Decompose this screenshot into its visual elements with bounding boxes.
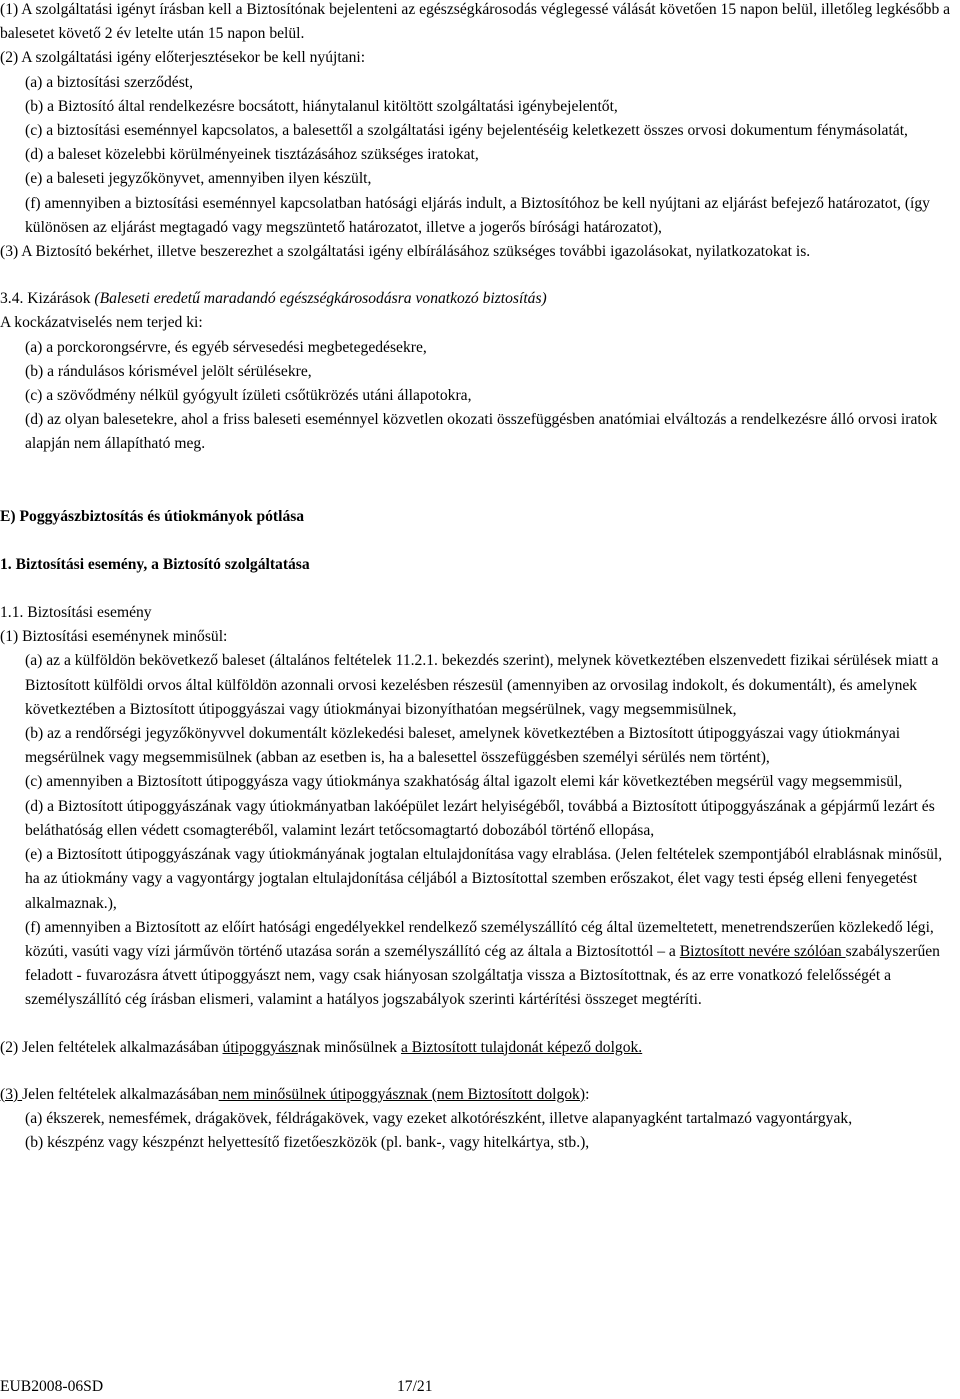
claim-doc-item-c: (c) a biztosítási eseménnyel kapcsolatos, a balesettől a szolgáltatási igény bejelentéséig keletkezett összes orvosi dokumentum fénymásolatát,: [25, 122, 908, 140]
non-baggage-term: nem minősülnek útipoggyásznak (nem Biztosított dolgok): [218, 1085, 586, 1103]
insured-event-item-c: (c) amennyiben a Biztosított útipoggyásza vagy útiokmánya szakhatóság által igazolt elemi kár következtében megsérül vagy megsemmisül,: [25, 773, 903, 791]
page-footer: [0, 1375, 960, 1399]
insured-event-item-e: (e) a Biztosított útipoggyászának vagy útiokmányának jogtalan eltulajdonítása vagy elrablása. (Jelen feltételek szempontjából elrablásnak minősül, ha az útiokmány vagy a vagyontárgy jogtalan eltulajdonítása céljából a Biztosítottal szemben erőszakot, élet vagy testi épség elleni fenyegetést alkalmaznak.),: [25, 846, 943, 912]
insured-event-item-d: (d) a Biztosított útipoggyászának vagy útiokmányatban lakóépület lezárt helyiségéből, továbbá a Biztosított útipoggyászának a gépjármű lezárt és beláthatóság ellen védett csomagteréből, valamint lezárt tetőcsomagtartó dobozából történő ellopása,: [25, 797, 935, 839]
item-f-text-end: szabályszerűen feladott - fuvarozásra átvett útipoggyászt nem, vagy csak hiányosan szolgáltatja vissza a Biztosítottnak, és az erre vonatkozó felelősségét a személyszállító cég írásban elismeri, valamint a hatályos jogszabályok szerinti kártérítési összeget megtéríti.: [25, 942, 940, 1009]
claim-deadline-paragraph: (1) A szolgáltatási igényt írásban kell a Biztosítónak bejelenteni az egészségkárosodás véglegessé válását követően 15 napon belül, illetőleg legkésőbb a balesetet követő 2 év letelte után 15 napon belül.: [0, 1, 951, 43]
exclusion-item-b: (b) a rándulásos kórismével jelölt sérülésekre,: [25, 362, 312, 380]
claim-extra-docs-paragraph: (3) A Biztosító bekérhet, illetve beszerezhet a szolgáltatási igény elbírálásához szükséges további igazolásokat, nyilatkozatokat is.: [0, 243, 811, 261]
claim-doc-item-e: (e) a baleseti jegyzőkönyvet, amennyiben ilyen készült,: [25, 170, 372, 188]
section-e-sub1-heading: 1. Biztosítási esemény, a Biztosító szolgáltatása: [0, 555, 310, 573]
footer-page-number: 17/21: [397, 1378, 433, 1395]
claim-doc-item-b: (b) a Biztosító által rendelkezésre bocsátott, hiánytalanul kitöltött szolgáltatási igénybejelentőt,: [25, 97, 618, 115]
baggage-def-object: a Biztosított tulajdonát képező dolgok.: [400, 1038, 643, 1056]
section-e-heading: E) Poggyászbiztosítás és útiokmányok pótlása: [0, 507, 305, 525]
baggage-def-term: útipoggyász: [222, 1038, 298, 1056]
non-baggage-number: (3): [0, 1085, 23, 1103]
non-baggage-start: Jelen feltételek alkalmazásában: [22, 1085, 219, 1103]
insured-event-item-b: (b) az a rendőrségi jegyzőkönyvvel dokumentált közlekedési baleset, amelynek következtében a Biztosított útipoggyászai vagy útiokmányai megsérülnek vagy megsemmisülnek (abban az esetben is, ha a balesettel összefüggésben személyi sérülés nem történt),: [25, 725, 901, 767]
baggage-def-start: (2) Jelen feltételek alkalmazásában: [0, 1038, 223, 1056]
exclusion-item-a: (a) a porckorongsérvre, és egyéb sérvesedési megbetegedésekre,: [25, 338, 427, 356]
non-baggage-colon: :: [585, 1085, 590, 1103]
claim-doc-item-a: (a) a biztosítási szerződést,: [25, 73, 193, 91]
exclusions-heading: [0, 287, 956, 311]
claim-doc-item-f: (f) amennyiben a biztosítási eseménnyel kapcsolatban hatósági eljárás indult, a Biztosítóhoz be kell nyújtani az eljárást befejező határozatot, (így különösen az eljárást megtagadó vagy megszüntető határozatot, illetve a jogerős bírósági határozatot),: [25, 194, 930, 236]
footer-doc-code: EUB2008-06SD: [0, 1378, 104, 1395]
insured-event-intro: (1) Biztosítási eseménynek minősül:: [0, 628, 228, 646]
non-baggage-item-b: (b) készpénz vagy készpénzt helyettesítő fizetőeszközök (pl. bank-, vagy hitelkártya, stb.),: [25, 1134, 590, 1152]
item-f-text-start: (f) amennyiben a Biztosított az előírt hatósági engedélyekkel rendelkező személyszállító cég által üzemeltetett, menetrendszerűen közlekedő légi, közúti, vasúti vagy vízi járművön történő utazása során a személyszállító cég az általa a Biztosítottól – a: [25, 918, 934, 960]
exclusions-title-italic: (Baleseti eredetű maradandó egészségkárosodásra vonatkozó biztosítás): [94, 290, 547, 308]
exclusions-lead: A kockázatviselés nem terjed ki:: [0, 314, 203, 332]
claim-documents-intro: (2) A szolgáltatási igény előterjesztésekor be kell nyújtani:: [0, 49, 366, 67]
item-f-underlined: Biztosított nevére szólóan: [679, 942, 846, 960]
non-baggage-item-a: (a) ékszerek, nemesfémek, drágakövek, féldrágakövek, vagy ezeket alkotórészként, illetve alapanyagként tartalmazó vagyontárgyak,: [25, 1109, 853, 1127]
baggage-def-mid: nak minősülnek: [297, 1038, 401, 1056]
baggage-definition-paragraph: [0, 1036, 956, 1060]
exclusion-item-c: (c) a szövődmény nélkül gyógyult ízületi csőtükrözés utáni állapotokra,: [25, 387, 472, 405]
insured-event-item-a: (a) az a külföldön bekövetkező baleset (általános feltételek 11.2.1. bekezdés szerint), melynek következtében elszenvedett fizikai sérülések miatt a Biztosított külföldi orvos által külföldön azonnali orvosi kezelésben részesül (amennyiben az orvosilag indokolt, és dokumentált), és amelynek következtében a Biztosított útipoggyászai vagy útiokmányai bizonyíthatóan megsérülnek, vagy megsemmisülnek,: [25, 652, 939, 718]
exclusions-number: 3.4. Kizárások: [0, 290, 95, 308]
non-baggage-paragraph: [0, 1083, 956, 1107]
section-e-sub11-heading: 1.1. Biztosítási esemény: [0, 604, 152, 622]
claim-doc-item-d: (d) a baleset közelebbi körülményeinek tisztázásához szükséges iratokat,: [25, 146, 479, 164]
insured-event-item-f: [0, 916, 956, 1013]
exclusion-item-d: (d) az olyan balesetekre, ahol a friss baleseti eseménnyel közvetlen okozati összefüggésben anatómiai elváltozás a rendelkezésre álló orvosi iratok alapján nem állapítható meg.: [25, 411, 938, 453]
